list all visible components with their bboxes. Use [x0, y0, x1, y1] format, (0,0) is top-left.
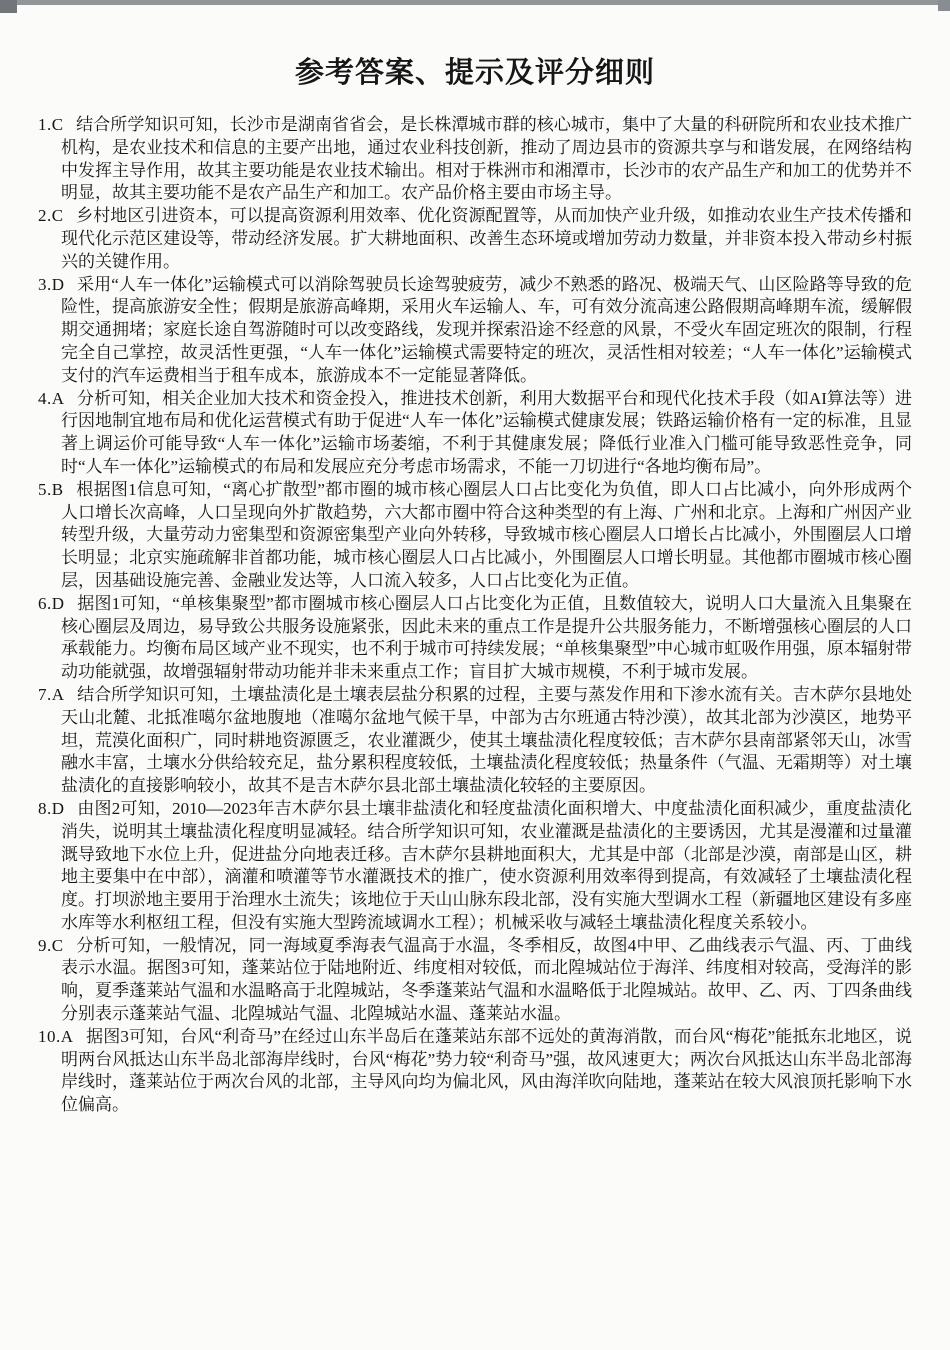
question-number: 10.: [38, 1026, 61, 1046]
answer-explanation: 分析可知，相关企业加大技术和资金投入，推进技术创新，利用大数据平台和现代化技术手段（如AI算法等）进行因地制宜地布局和优化运营模式有助于促进“人车一体化”运输模式健康发展；铁路运输价格有一定的标准，且显著上调运价可能导致“人车一体化”运输市场萎缩，不利于其健康发展；降低行业准入门槛可能导致恶性竞争，同时“人车一体化”运输模式的布局和发展应充分考虑市场需求，不能一刀切进行“各地均衡布局”。: [61, 388, 912, 476]
answer-explanation: 据图1可知，“单核集聚型”都市圈城市核心圈层人口占比变化为正值，且数值较大，说明人口大量流入且集聚在核心圈层及周边，易导致公共服务设施紧张，因此未来的重点工作是提升公共服务能力，不断增强核心圈层的人口承载能力。均衡布局区域产业不现实，也不利于城市可持续发展；“单核集聚型”中心城市虹吸作用强，原本辐射带动功能就强，故增强辐射带动功能并非未来重点工作；盲目扩大城市规模，不利于城市发展。: [61, 593, 912, 682]
answer-explanation: 乡村地区引进资本，可以提高资源利用效率、优化资源配置等，从而加快产业升级，如推动农业生产技术传播和现代化示范区建设等，带动经济发展。扩大耕地面积、改善生态环境或增加劳动力数量，并非资本投入带动乡村振兴的关键作用。: [61, 206, 912, 271]
answer-item-1: [38, 114, 912, 205]
answer-item-8: [38, 798, 912, 935]
question-number: 8.: [38, 798, 52, 818]
answer-item-6: [38, 593, 912, 684]
answer-letter: D: [51, 274, 65, 294]
answer-item-10: [38, 1026, 912, 1117]
answer-item-4: [38, 388, 912, 479]
answer-list: [38, 114, 912, 1117]
answer-letter: C: [51, 115, 64, 134]
page-title: 参考答案、提示及评分细则: [294, 57, 655, 89]
question-number: 4.: [38, 388, 52, 408]
answer-explanation: 结合所学知识可知，长沙市是湖南省省会，是长株潭城市群的核心城市，集中了大量的科研院所和农业技术推广机构，是农业技术和信息的主要产出地，通过农业科技创新，推动了周边县市的资源共享与和谐发展，在网络结构中发挥主导作用，故其主要功能是农业技术输出。相对于株洲市和湘潭市，长沙市的农产品生产和加工的优势并不明显，故其主要功能不是农产品生产和加工。农产品价格主要由市场主导。: [61, 115, 912, 203]
question-number: 3.: [38, 274, 52, 294]
answer-letter: A: [51, 388, 65, 408]
answer-item-9: [38, 935, 912, 1026]
answer-explanation: 采用“人车一体化”运输模式可以消除驾驶员长途驾驶疲劳，减少不熟悉的路况、极端天气、山区险路等导致的危险性，提高旅游安全性；假期是旅游高峰期，采用火车运输人、车，可有效分流高速公路假期高峰期车流，缓解假期交通拥堵；家庭长途自驾游随时可以改变路线，发现并探索沿途不经意的风景，不受火车固定班次的限制，行程完全自己掌控，故灵活性更强，“人车一体化”运输模式需要特定的班次，灵活性相对较差；“人车一体化”运输模式支付的汽车运费相当于租车成本，旅游成本不一定能显著降低。: [61, 274, 912, 385]
answer-letter: A: [60, 1026, 74, 1046]
answer-letter: D: [51, 593, 65, 613]
answer-explanation: 结合所学知识可知，土壤盐渍化是土壤表层盐分积累的过程，主要与蒸发作用和下渗水流有关。吉木萨尔县地处天山北麓、北抵准噶尔盆地腹地（准噶尔盆地气候干旱，中部为古尔班通古特沙漠），故其北部为沙漠区，地势平坦，荒漠化面积广，同时耕地资源匮乏，农业灌溉少，使其土壤盐渍化程度较低；吉木萨尔县南部紧邻天山，冰雪融水丰富，土壤水分供给较充足，盐分累积程度较低，土壤盐渍化程度较低；热量条件（气温、无霜期等）对土壤盐渍化的直接影响较小，故其不是吉木萨尔县北部土壤盐渍化较轻的主要原因。: [61, 684, 912, 796]
answer-item-2: [38, 205, 912, 273]
question-number: 2.: [38, 206, 52, 226]
answer-explanation: 分析可知，一般情况，同一海域夏季海表气温高于水温，冬季相反，故图4中甲、乙曲线表示气温、丙、丁曲线表示水温。据图3可知，蓬莱站位于陆地附近、纬度相对较低，而北隍城站位于海洋、纬度相对较高，受海洋的影响，夏季蓬莱站气温和水温略高于北隍城站，冬季蓬莱站气温和水温略低于北隍城站。故甲、乙、丙、丁四条曲线分别表示蓬莱站气温、北隍城站气温、北隍城站水温、蓬莱站水温。: [61, 935, 912, 1024]
question-number: 9.: [38, 935, 52, 955]
question-number: 7.: [38, 684, 52, 704]
answer-item-3: [38, 274, 912, 388]
question-number: 5.: [38, 479, 52, 499]
answer-explanation: 根据图1信息可知，“离心扩散型”都市圈的城市核心圈层人口占比变化为负值，即人口占比减小，向外形成两个人口增长次高峰，人口呈现向外扩散趋势，六大都市圈中符合这种类型的有上海、广州和北京。上海和广州因产业转型升级，大量劳动力密集型和资源密集型产业向外转移，导致城市核心圈层人口增长占比减小，外围圈层人口增长明显；北京实施疏解非首都功能，城市核心圈层人口占比减小，外围圈层人口增长明显。其他都市圈城市核心圈层，因基础设施完善、金融业发达等，人口流入较多，人口占比变化为正值。: [61, 479, 912, 590]
scan-artifact-corner-left: [0, 0, 17, 13]
answer-explanation: 据图3可知，台风“利奇马”在经过山东半岛后在蓬莱站东部不远处的黄海消散，而台风“梅花”能抵东北地区，说明两台风抵达山东半岛北部海岸线时，台风“梅花”势力较“利奇马”强，故风速更大；两次台风抵达山东半岛北部海岸线时，蓬莱站位于两次台风的北部，主导风向均为偏北风，风由海洋吹向陆地，蓬莱站在较大风浪顶托影响下水位偏高。: [61, 1026, 912, 1115]
question-number: 6.: [38, 593, 52, 613]
answer-letter: B: [51, 479, 64, 499]
answer-letter: C: [51, 935, 64, 955]
answer-explanation: 由图2可知，2010—2023年吉木萨尔县土壤非盐渍化和轻度盐渍化面积增大、中度盐渍化面积减少，重度盐渍化消失，说明其土壤盐渍化程度明显减轻。结合所学知识可知，农业灌溉是盐渍化的主要诱因，尤其是漫灌和过量灌溉导致地下水位上升，促进盐分向地表迁移。吉木萨尔县耕地面积大，尤其是中部（北部是沙漠，南部是山区，耕地主要集中在中部），滴灌和喷灌等节水灌溉技术的推广，使水资源利用效率得到提高，有效减轻了土壤盐渍化程度。打坝淤地主要用于治理水土流失；该地位于天山山脉东段北部，没有实施大型调水工程（新疆地区建设有多座水库等水利枢纽工程，但没有实施大型跨流域调水工程）；机械采收与减轻土壤盐渍化程度关系较小。: [61, 798, 912, 932]
answer-letter: D: [51, 798, 65, 818]
scan-artifact-corner-right: [938, 0, 950, 11]
answer-item-7: [38, 684, 912, 798]
answer-item-5: [38, 479, 912, 593]
answer-letter: C: [51, 206, 64, 226]
scan-artifact-top-strip: [0, 0, 950, 5]
answer-letter: A: [51, 684, 65, 704]
question-number: 1.: [38, 115, 52, 134]
